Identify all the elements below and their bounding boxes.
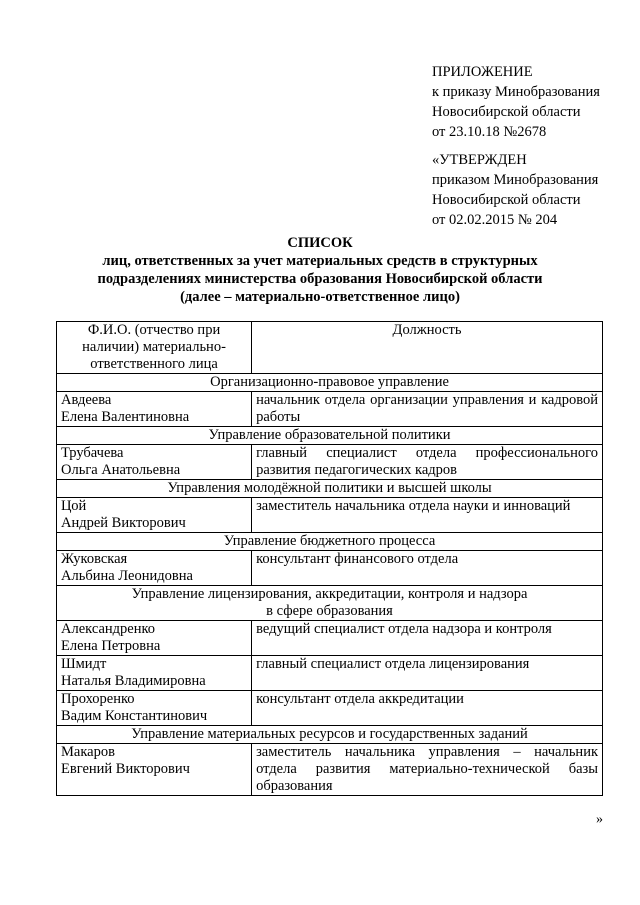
department-name: [57, 427, 603, 445]
appendix-line: ПРИЛОЖЕНИЕ: [432, 64, 533, 80]
person-position: заместитель начальника управления – начальник отдела развития материально-технической базы образования: [252, 744, 603, 796]
approved-line: Новосибирской области: [432, 192, 581, 208]
person-fio: [57, 744, 252, 796]
person-surname: Цой: [61, 498, 87, 514]
appendix-line: Новосибирской области: [432, 104, 581, 120]
person-position: заместитель начальника отдела науки и инноваций: [252, 498, 603, 533]
department-name: [57, 586, 603, 621]
appendix-header: [432, 62, 600, 142]
person-surname: Трубачева: [61, 445, 124, 461]
approved-line: приказом Минобразования: [432, 172, 599, 188]
table-header-row: [57, 322, 603, 374]
title-line: (далее – материально-ответственное лицо): [180, 289, 460, 305]
person-fio: [57, 551, 252, 586]
person-surname: Прохоренко: [61, 691, 135, 707]
department-row: [57, 586, 603, 621]
person-given-names: Андрей Викторович: [61, 515, 186, 531]
table-body: [57, 374, 603, 796]
person-given-names: Наталья Владимировна: [61, 673, 206, 689]
department-name: [57, 533, 603, 551]
person-fio: [57, 621, 252, 656]
title-line: подразделениях министерства образования Новосибирской области: [97, 271, 543, 287]
person-surname: Шмидт: [61, 656, 107, 672]
table-row: [57, 691, 603, 726]
table-row: [57, 498, 603, 533]
appendix-line: к приказу Минобразования: [432, 84, 600, 100]
department-name-line: Организационно-правовое управление: [210, 374, 449, 390]
person-given-names: Евгений Викторович: [61, 761, 190, 777]
person-surname: Авдеева: [61, 392, 112, 408]
table-row: [57, 621, 603, 656]
person-given-names: Альбина Леонидовна: [61, 568, 193, 584]
department-name-line: Управление материальных ресурсов и государственных заданий: [131, 726, 528, 742]
person-surname: Жуковская: [61, 551, 128, 567]
header-fio: Ф.И.О. (отчество при наличии) материально-ответственного лица: [57, 322, 252, 374]
department-name: [57, 374, 603, 392]
department-row: [57, 374, 603, 392]
header-position: Должность: [252, 322, 603, 374]
table-row: [57, 551, 603, 586]
person-position: ведущий специалист отдела надзора и контроля: [252, 621, 603, 656]
department-name-line: Управление образовательной политики: [208, 427, 451, 443]
approved-header: [432, 150, 598, 230]
person-position: главный специалист отдела лицензирования: [252, 656, 603, 691]
person-given-names: Елена Петровна: [61, 638, 161, 654]
department-name: [57, 480, 603, 498]
person-position: начальник отдела организации управления и кадровой работы: [252, 392, 603, 427]
department-row: [57, 533, 603, 551]
department-name-line: Управление лицензирования, аккредитации, контроля и надзора: [131, 586, 528, 602]
person-fio: [57, 498, 252, 533]
responsible-persons-table: [56, 321, 603, 796]
department-row: [57, 726, 603, 744]
table-row: [57, 445, 603, 480]
approved-line: «УТВЕРЖДЕН: [432, 152, 527, 168]
person-fio: [57, 691, 252, 726]
person-given-names: Вадим Константинович: [61, 708, 208, 724]
person-fio: [57, 656, 252, 691]
person-position: консультант отдела аккредитации: [252, 691, 603, 726]
title-heading: СПИСОК: [287, 235, 353, 251]
department-name-line: Управления молодёжной политики и высшей школы: [167, 480, 492, 496]
person-position: консультант финансового отдела: [252, 551, 603, 586]
department-name-line: Управление бюджетного процесса: [223, 533, 436, 549]
appendix-line: от 23.10.18 №2678: [432, 124, 547, 140]
person-given-names: Елена Валентиновна: [61, 409, 190, 425]
table-row: [57, 656, 603, 691]
department-row: [57, 480, 603, 498]
department-name-line: в сфере образования: [266, 603, 393, 619]
department-name: [57, 726, 603, 744]
person-surname: Макаров: [61, 744, 115, 760]
title-line: лиц, ответственных за учет материальных средств в структурных: [102, 253, 538, 269]
table-row: [57, 392, 603, 427]
person-fio: [57, 445, 252, 480]
person-position: главный специалист отдела профессионального развития педагогических кадров: [252, 445, 603, 480]
document-title: [0, 234, 640, 306]
department-row: [57, 427, 603, 445]
person-given-names: Ольга Анатольевна: [61, 462, 181, 478]
approved-line: от 02.02.2015 № 204: [432, 212, 558, 228]
person-fio: [57, 392, 252, 427]
person-surname: Александренко: [61, 621, 156, 637]
closing-quote: »: [596, 812, 603, 827]
table-row: [57, 744, 603, 796]
